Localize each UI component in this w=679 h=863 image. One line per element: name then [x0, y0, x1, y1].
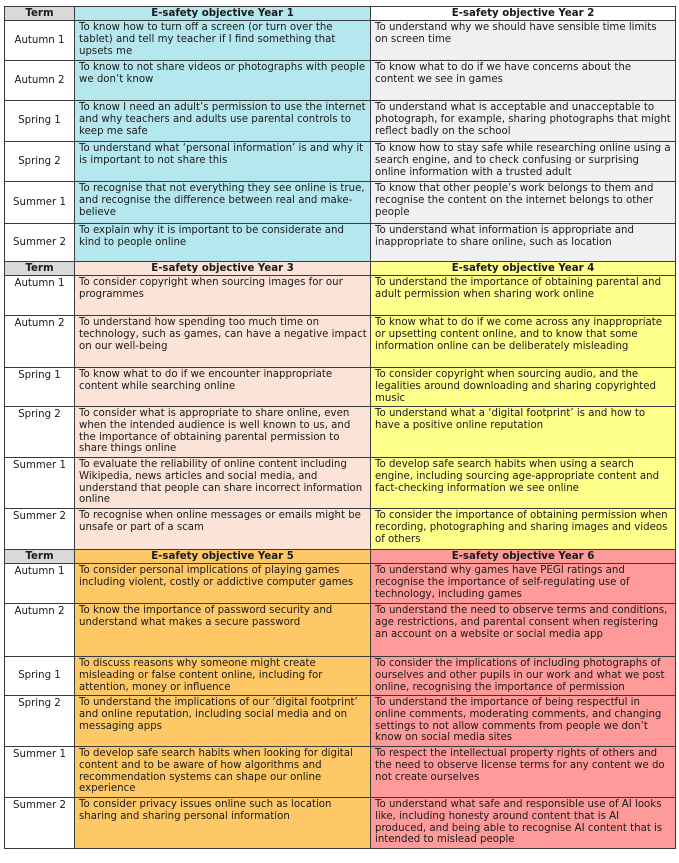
year-3-objective: To consider what is appropriate to share online, even when the intended audience is well known to us, and the importance of obtaining parental permission to share things online	[75, 407, 371, 458]
term-label: Autumn 1	[5, 276, 75, 316]
year-1-objective: To know I need an adult’s permission to use the internet and why teachers and adults use parental controls to keep me safe	[75, 101, 371, 142]
year-6-header: E-safety objective Year 6	[371, 550, 676, 564]
table-row	[5, 224, 676, 262]
year-3-objective: To evaluate the reliability of online content including Wikipedia, news articles and social media, and understand that people can share incorrect information online	[75, 458, 371, 509]
year-6-objective: To understand the need to observe terms and conditions, age restrictions, and parental consent when registering an account on a website or social media app	[371, 604, 676, 657]
year-5-objective: To know the importance of password security and understand what makes a secure password	[75, 604, 371, 657]
year-4-objective: To consider copyright when sourcing audio, and the legalities around downloading and sharing copyrighted music	[371, 368, 676, 407]
table-row	[5, 407, 676, 458]
year-2-header: E-safety objective Year 2	[371, 7, 676, 21]
year-5-objective: To consider personal implications of playing games including violent, costly or addictive computer games	[75, 564, 371, 604]
term-label: Autumn 2	[5, 316, 75, 368]
year-1-header: E-safety objective Year 1	[75, 7, 371, 21]
table-row	[5, 182, 676, 224]
term-label: Autumn 1	[5, 564, 75, 604]
year-6-objective: To understand what safe and responsible use of AI looks like, including honesty around content that is AI produced, and being able to recognise AI content that is intended to mislead people	[371, 798, 676, 849]
table-row	[5, 747, 676, 798]
table-row	[5, 458, 676, 509]
table-row	[5, 509, 676, 550]
section-header-row	[5, 7, 676, 21]
term-header: Term	[5, 550, 75, 564]
year-3-objective: To recognise when online messages or emails might be unsafe or part of a scam	[75, 509, 371, 550]
section-header-row	[5, 262, 676, 276]
year-6-objective: To respect the intellectual property rights of others and the need to observe license terms for any content we do not create ourselves	[371, 747, 676, 798]
year-3-objective: To consider copyright when sourcing images for our programmes	[75, 276, 371, 316]
table-row	[5, 604, 676, 657]
year-4-objective: To know what to do if we come across any inappropriate or upsetting content online, and to know that some information online can be deliberately misleading	[371, 316, 676, 368]
year-2-objective: To understand why we should have sensible time limits on screen time	[371, 21, 676, 61]
year-4-objective: To develop safe search habits when using a search engine, including sourcing age-appropriate content and fact-checking information we see online	[371, 458, 676, 509]
term-label: Spring 2	[5, 696, 75, 747]
term-label: Spring 1	[5, 657, 75, 696]
term-label: Summer 1	[5, 458, 75, 509]
term-label: Spring 1	[5, 101, 75, 142]
term-label: Autumn 2	[5, 61, 75, 101]
esafety-objectives-table	[4, 6, 676, 849]
year-1-objective: To understand what ‘personal information’ is and why it is important to not share this	[75, 142, 371, 182]
year-2-objective: To understand what is acceptable and unacceptable to photograph, for example, sharing photographs that might reflect badly on the school	[371, 101, 676, 142]
section-header-row	[5, 550, 676, 564]
term-header: Term	[5, 7, 75, 21]
year-4-header: E-safety objective Year 4	[371, 262, 676, 276]
year-3-objective: To understand how spending too much time on technology, such as games, can have a negative impact on our well-being	[75, 316, 371, 368]
year-6-objective: To understand the importance of being respectful in online comments, moderating comments, and changing settings to not allow comments from people we don’t know on social media sites	[371, 696, 676, 747]
term-label: Summer 1	[5, 747, 75, 798]
table-row	[5, 564, 676, 604]
term-label: Spring 2	[5, 407, 75, 458]
table-row	[5, 696, 676, 747]
table-row	[5, 368, 676, 407]
term-label: Summer 1	[5, 182, 75, 224]
year-6-objective: To consider the implications of including photographs of ourselves and other pupils in our work and what we post online, recognising the importance of permission	[371, 657, 676, 696]
term-label: Spring 1	[5, 368, 75, 407]
year-4-objective: To consider the importance of obtaining permission when recording, photographing and sharing images and videos of others	[371, 509, 676, 550]
table-row	[5, 657, 676, 696]
year-2-objective: To know how to stay safe while researching online using a search engine, and to check confusing or surprising online information with a trusted adult	[371, 142, 676, 182]
year-6-objective: To understand why games have PEGI ratings and recognise the importance of self-regulating use of technology, including games	[371, 564, 676, 604]
table-row	[5, 316, 676, 368]
term-label: Summer 2	[5, 509, 75, 550]
table-row	[5, 21, 676, 61]
table-row	[5, 101, 676, 142]
term-label: Autumn 1	[5, 21, 75, 61]
year-2-objective: To know that other people’s work belongs to them and recognise the content on the internet belongs to other people	[371, 182, 676, 224]
year-2-objective: To know what to do if we have concerns about the content we see in games	[371, 61, 676, 101]
year-5-objective: To consider privacy issues online such as location sharing and sharing personal information	[75, 798, 371, 849]
year-1-objective: To know how to turn off a screen (or turn over the tablet) and tell my teacher if I find something that upsets me	[75, 21, 371, 61]
year-5-objective: To develop safe search habits when looking for digital content and to be aware of how algorithms and recommendation systems can shape our online experience	[75, 747, 371, 798]
year-5-objective: To discuss reasons why someone might create misleading or false content online, including for attention, money or influence	[75, 657, 371, 696]
term-label: Autumn 2	[5, 604, 75, 657]
year-3-objective: To know what to do if we encounter inappropriate content while searching online	[75, 368, 371, 407]
year-5-objective: To understand the implications of our ‘digital footprint’ and online reputation, including social media and on messaging apps	[75, 696, 371, 747]
table-row	[5, 276, 676, 316]
year-2-objective: To understand what information is appropriate and inappropriate to share online, such as location	[371, 224, 676, 262]
year-4-objective: To understand the importance of obtaining parental and adult permission when sharing work online	[371, 276, 676, 316]
term-label: Summer 2	[5, 798, 75, 849]
year-4-objective: To understand what a ‘digital footprint’ is and how to have a positive online reputation	[371, 407, 676, 458]
table-row	[5, 142, 676, 182]
table-row	[5, 61, 676, 101]
year-3-header: E-safety objective Year 3	[75, 262, 371, 276]
year-1-objective: To explain why it is important to be considerate and kind to people online	[75, 224, 371, 262]
year-1-objective: To know to not share videos or photographs with people we don’t know	[75, 61, 371, 101]
term-label: Spring 2	[5, 142, 75, 182]
table-row	[5, 798, 676, 849]
term-header: Term	[5, 262, 75, 276]
term-label: Summer 2	[5, 224, 75, 262]
year-5-header: E-safety objective Year 5	[75, 550, 371, 564]
year-1-objective: To recognise that not everything they see online is true, and recognise the difference between real and make-believe	[75, 182, 371, 224]
